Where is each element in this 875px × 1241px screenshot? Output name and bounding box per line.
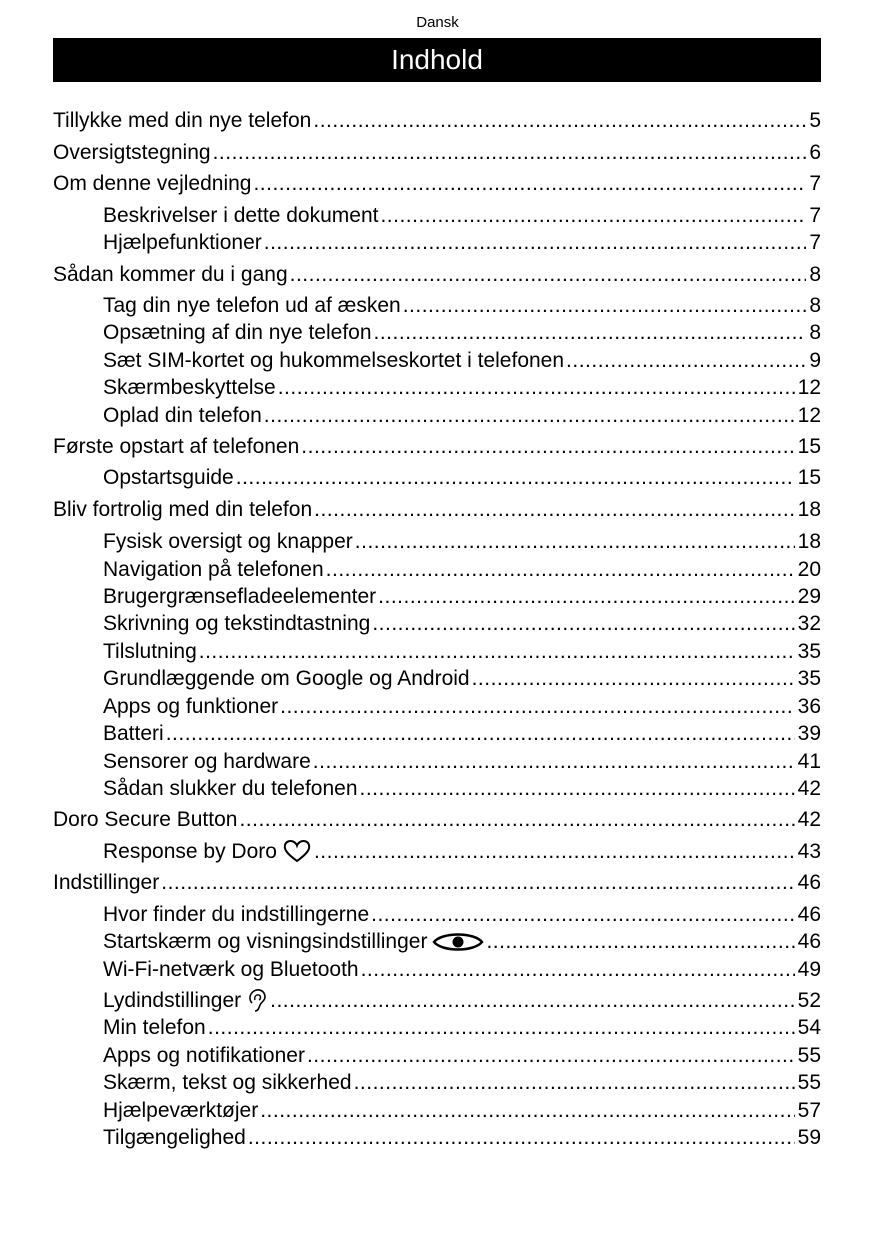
toc-entry-label: Min telefon	[103, 1016, 206, 1039]
toc-entry-page: 39	[797, 722, 821, 745]
page-title: Indhold	[53, 38, 821, 82]
toc-entry[interactable]	[103, 776, 821, 802]
toc-leader-dots	[372, 611, 794, 637]
toc-entry-page: 12	[797, 376, 821, 399]
toc-entry-label: Skrivning og tekstindtastning	[103, 612, 371, 635]
toc-leader-dots	[472, 666, 795, 692]
toc-entry-page: 59	[797, 1126, 821, 1149]
toc-entry-label: Oversigtstegning	[53, 141, 211, 164]
toc-leader-dots	[566, 348, 806, 374]
toc-entry[interactable]	[103, 293, 821, 319]
toc-entry-page: 55	[797, 1044, 821, 1067]
toc-entry-page: 12	[797, 404, 821, 427]
toc-entry-page: 46	[797, 903, 821, 926]
toc-entry-page: 36	[797, 695, 821, 718]
toc-entry-page: 20	[797, 558, 821, 581]
toc-leader-dots	[378, 584, 794, 610]
toc-entry-label: Sensorer og hardware	[103, 750, 311, 773]
toc-leader-dots	[403, 293, 807, 319]
toc-leader-dots	[374, 320, 807, 346]
toc-leader-dots	[301, 434, 794, 460]
toc-entry[interactable]	[103, 320, 821, 346]
toc-entry-label: Hjælpefunktioner	[103, 231, 262, 254]
toc-entry[interactable]	[103, 639, 821, 665]
toc-leader-dots	[355, 529, 795, 555]
toc-entry[interactable]	[103, 988, 821, 1014]
toc-entry-page: 18	[797, 498, 821, 521]
toc-entry-page: 52	[797, 989, 821, 1012]
eye-icon	[432, 929, 484, 955]
toc-entry[interactable]	[103, 1125, 821, 1151]
toc-entry-label: Tilslutning	[103, 640, 197, 663]
toc-entry-page: 18	[797, 530, 821, 553]
toc-entry[interactable]	[103, 929, 821, 955]
toc-leader-dots	[199, 639, 795, 665]
toc-leader-dots	[248, 1125, 795, 1151]
toc-entry-label: Tag din nye telefon ud af æsken	[103, 294, 401, 317]
toc-leader-dots	[313, 749, 795, 775]
toc-leader-dots	[166, 721, 795, 747]
toc-entry[interactable]	[53, 497, 821, 523]
toc-entry-page: 42	[797, 777, 821, 800]
toc-entry[interactable]	[53, 262, 821, 288]
toc-entry-page: 41	[797, 750, 821, 773]
toc-entry-page: 49	[797, 958, 821, 981]
toc-leader-dots	[326, 557, 795, 583]
toc-leader-dots	[360, 776, 795, 802]
toc-leader-dots	[253, 171, 806, 197]
toc-entry[interactable]	[103, 666, 821, 692]
toc-entry-label: Tillykke med din nye telefon	[53, 109, 312, 132]
toc-entry-label: Opstartsguide	[103, 466, 234, 489]
toc-entry-label: Apps og funktioner	[103, 695, 279, 718]
toc-entry-label: Om denne vejledning	[53, 172, 252, 195]
toc-entry[interactable]	[103, 1098, 821, 1124]
toc-leader-dots	[236, 465, 795, 491]
toc-entry[interactable]	[103, 749, 821, 775]
toc-entry[interactable]	[103, 230, 821, 256]
toc-entry[interactable]	[103, 584, 821, 610]
toc-entry-page: 7	[809, 204, 821, 227]
toc-leader-dots	[208, 1015, 795, 1041]
toc-entry[interactable]	[53, 140, 821, 166]
toc-entry[interactable]	[103, 557, 821, 583]
toc-leader-dots	[371, 902, 795, 928]
toc-leader-dots	[313, 108, 806, 134]
toc-entry-label: Fysisk oversigt og knapper	[103, 530, 353, 553]
toc-entry-label: Opsætning af din nye telefon	[103, 321, 372, 344]
toc-entry-label: Response by Doro	[103, 840, 277, 863]
toc-entry[interactable]	[53, 870, 821, 896]
toc-entry-page: 54	[797, 1016, 821, 1039]
toc-entry-label: Hjælpeværktøjer	[103, 1099, 259, 1122]
toc-entry-label: Startskærm og visningsindstillinger	[103, 930, 428, 953]
toc-entry[interactable]	[103, 1043, 821, 1069]
toc-entry[interactable]	[103, 465, 821, 491]
toc-entry[interactable]	[53, 807, 821, 833]
toc-entry-label: Oplad din telefon	[103, 404, 262, 427]
toc-entry-label: Grundlæggende om Google og Android	[103, 667, 470, 690]
toc-leader-dots	[307, 1043, 795, 1069]
toc-entry-page: 15	[797, 466, 821, 489]
toc-entry-label: Beskrivelser i dette dokument	[103, 204, 379, 227]
toc-entry[interactable]	[103, 1070, 821, 1096]
toc-entry-page: 7	[809, 172, 821, 195]
toc-entry-label: Sæt SIM-kortet og hukommelseskortet i telefonen	[103, 349, 565, 372]
toc-entry[interactable]	[103, 1015, 821, 1041]
toc-entry-label: Første opstart af telefonen	[53, 435, 300, 458]
toc-entry-page: 8	[809, 294, 821, 317]
toc-entry-label: Tilgængelighed	[103, 1126, 246, 1149]
toc-entry-label: Wi-Fi-netværk og Bluetooth	[103, 958, 359, 981]
toc-leader-dots	[264, 230, 807, 256]
toc-entry[interactable]	[53, 108, 821, 134]
toc-leader-dots	[361, 957, 795, 983]
toc-entry[interactable]	[103, 611, 821, 637]
language-label: Dansk	[416, 14, 459, 31]
toc-entry-page: 29	[797, 585, 821, 608]
toc-entry-page: 32	[797, 612, 821, 635]
toc-entry-page: 7	[809, 231, 821, 254]
toc-entry-page: 35	[797, 667, 821, 690]
toc-leader-dots	[354, 1070, 795, 1096]
toc-leader-dots	[270, 988, 795, 1014]
toc-entry-label: Bliv fortrolig med din telefon	[53, 498, 313, 521]
toc-entry-page: 35	[797, 640, 821, 663]
toc-entry-page: 55	[797, 1071, 821, 1094]
heart-icon	[282, 839, 312, 865]
toc-entry[interactable]	[53, 434, 821, 460]
toc-entry-page: 6	[809, 141, 821, 164]
toc-entry-label: Lydindstillinger	[103, 989, 242, 1012]
toc-leader-dots	[314, 839, 795, 865]
toc-entry-label: Skærmbeskyttelse	[103, 376, 276, 399]
toc-entry-label: Skærm, tekst og sikkerhed	[103, 1071, 352, 1094]
toc-entry[interactable]	[103, 529, 821, 555]
toc-entry[interactable]	[103, 839, 821, 865]
toc-entry-page: 15	[797, 435, 821, 458]
toc-entry-label: Brugergrænsefladeelementer	[103, 585, 377, 608]
toc-entry[interactable]	[103, 902, 821, 928]
toc-leader-dots	[264, 403, 795, 429]
toc-entry[interactable]	[103, 694, 821, 720]
toc-entry[interactable]	[103, 403, 821, 429]
toc-entry[interactable]	[103, 203, 821, 229]
toc-entry-label: Indstillinger	[53, 871, 160, 894]
toc-entry[interactable]	[103, 375, 821, 401]
ear-icon	[246, 988, 268, 1014]
toc-leader-dots	[239, 807, 794, 833]
toc-leader-dots	[486, 929, 794, 955]
toc-leader-dots	[280, 694, 795, 720]
toc-leader-dots	[314, 497, 795, 523]
toc-leader-dots	[278, 375, 795, 401]
toc-entry-page: 8	[809, 263, 821, 286]
toc-entry-page: 9	[809, 349, 821, 372]
toc-entry[interactable]	[103, 348, 821, 374]
toc-entry[interactable]	[103, 957, 821, 983]
toc-entry-label: Sådan slukker du telefonen	[103, 777, 358, 800]
toc-entry-label: Apps og notifikationer	[103, 1044, 305, 1067]
toc-entry-page: 42	[797, 808, 821, 831]
toc-entry-page: 46	[797, 930, 821, 953]
toc-leader-dots	[213, 140, 807, 166]
toc-entry-page: 8	[809, 321, 821, 344]
toc-entry-label: Sådan kommer du i gang	[53, 263, 288, 286]
toc-entry-label: Hvor finder du indstillingerne	[103, 903, 370, 926]
toc-leader-dots	[380, 203, 806, 229]
toc-entry-page: 43	[797, 840, 821, 863]
toc-leader-dots	[161, 870, 794, 896]
toc-entry-page: 46	[797, 871, 821, 894]
toc-entry-page: 57	[797, 1099, 821, 1122]
toc-entry[interactable]	[103, 721, 821, 747]
toc-leader-dots	[260, 1098, 794, 1124]
toc-leader-dots	[290, 262, 807, 288]
toc-entry-label: Navigation på telefonen	[103, 558, 324, 581]
toc-entry-label: Doro Secure Button	[53, 808, 238, 831]
toc-entry[interactable]	[53, 171, 821, 197]
toc-entry-label: Batteri	[103, 722, 164, 745]
toc-entry-page: 5	[809, 109, 821, 132]
